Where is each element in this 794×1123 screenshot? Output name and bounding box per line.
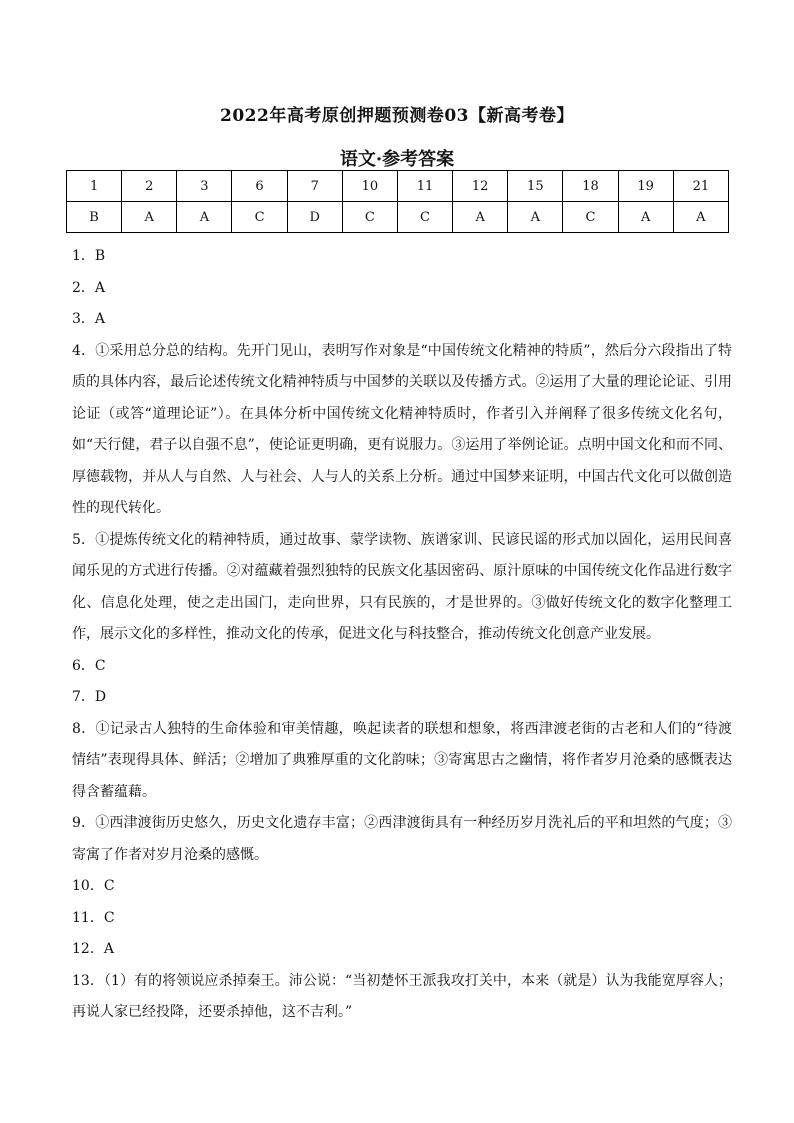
question-number-cell: 1 xyxy=(67,171,122,202)
answer-cell: D xyxy=(287,202,342,233)
question-number-cell: 10 xyxy=(342,171,397,202)
question-number-cell: 3 xyxy=(177,171,232,202)
answer-item-13: 13．（1）有的将领说应杀掉秦王。沛公说：“当初楚怀王派我攻打关中，本来（就是）认为我能宽厚容人；再说人家已经投降，还要杀掉他，这不吉利。” xyxy=(72,972,732,1020)
question-number-cell: 12 xyxy=(453,171,508,202)
answer-cell: A xyxy=(673,202,728,233)
answer-cell: C xyxy=(342,202,397,233)
answer-item-6: 6．C xyxy=(72,657,106,674)
question-number-cell: 11 xyxy=(397,171,452,202)
answer-item-7: 7．D xyxy=(72,689,107,705)
answer-item-1: 1．B xyxy=(72,248,106,264)
question-number-cell: 19 xyxy=(618,171,673,202)
question-number-cell: 7 xyxy=(287,171,342,202)
answer-cell: A xyxy=(453,202,508,233)
question-number-cell: 6 xyxy=(232,171,287,202)
question-number-cell: 2 xyxy=(122,171,177,202)
question-number-cell: 21 xyxy=(673,171,728,202)
answer-cell: A xyxy=(618,202,673,233)
document-title: 2022年高考原创押题预测卷03【新高考卷】 xyxy=(220,106,574,126)
answer-item-12: 12．A xyxy=(72,941,114,957)
answer-cell: A xyxy=(122,202,177,233)
answer-cell: C xyxy=(563,202,618,233)
answer-cell: A xyxy=(508,202,563,233)
question-number-row xyxy=(67,171,729,202)
question-number-cell: 18 xyxy=(563,171,618,202)
answer-explanations xyxy=(72,241,732,1029)
answer-row xyxy=(67,202,729,233)
answer-cell: C xyxy=(232,202,287,233)
answer-item-3: 3．A xyxy=(72,311,106,327)
answer-cell: B xyxy=(67,202,122,233)
answer-item-4: 4．①采用总分总的结构。先开门见山，表明写作对象是“中国传统文化精神的特质”，然后分六段指出了特质的具体内容，最后论述传统文化精神特质与中国梦的关联以及传播方式。②运用了大量的理论论证、引用论证（或答“道理论证”）。在具体分析中国传统文化精神特质时，作者引入并阐释了很多传统文化名句，如“天行健，君子以自强不息”，使论证更明确，更有说服力。③运用了举例论证。点明中国文化和而不同、厚德载物，并从人与自然、人与社会、人与人的关系上分析。通过中国梦来证明，中国古代文化可以做创造性的现代转化。 xyxy=(72,342,732,516)
answer-item-2: 2．A xyxy=(72,279,106,296)
answer-item-10: 10．C xyxy=(72,878,115,894)
answer-item-9: 9．①西津渡街历史悠久，历史文化遗存丰富；②西津渡街具有一种经历岁月洗礼后的平和坦然的气度；③寄寓了作者对岁月沧桑的感慨。 xyxy=(72,815,732,863)
answer-cell: A xyxy=(177,202,232,233)
question-number-cell: 15 xyxy=(508,171,563,202)
answer-table xyxy=(66,170,729,233)
answer-cell: C xyxy=(397,202,452,233)
answer-item-11: 11．C xyxy=(72,909,115,926)
document-subtitle: 语文·参考答案 xyxy=(339,149,455,170)
answer-item-8: 8．①记录古人独特的生命体验和审美情趣，唤起读者的联想和想象，将西津渡老街的古老和人们的“待渡情结”表现得具体、鲜活；②增加了典雅厚重的文化韵味；③寄寓思古之幽情，将作者岁月沧桑的感慨表达得含蓄蕴藉。 xyxy=(72,720,732,800)
answer-item-5: 5．①提炼传统文化的精神特质，通过故事、蒙学读物、族谱家训、民谚民谣的形式加以固化，运用民间喜闻乐见的方式进行传播。②对蕴藏着强烈独特的民族文化基因密码、原汁原味的中国传统文化作品进行数字化、信息化处理，使之走出国门，走向世界，只有民族的，才是世界的。③做好传统文化的数字化整理工作，展示文化的多样性，推动文化的传承，促进文化与科技整合，推动传统文化创意产业发展。 xyxy=(72,531,732,642)
